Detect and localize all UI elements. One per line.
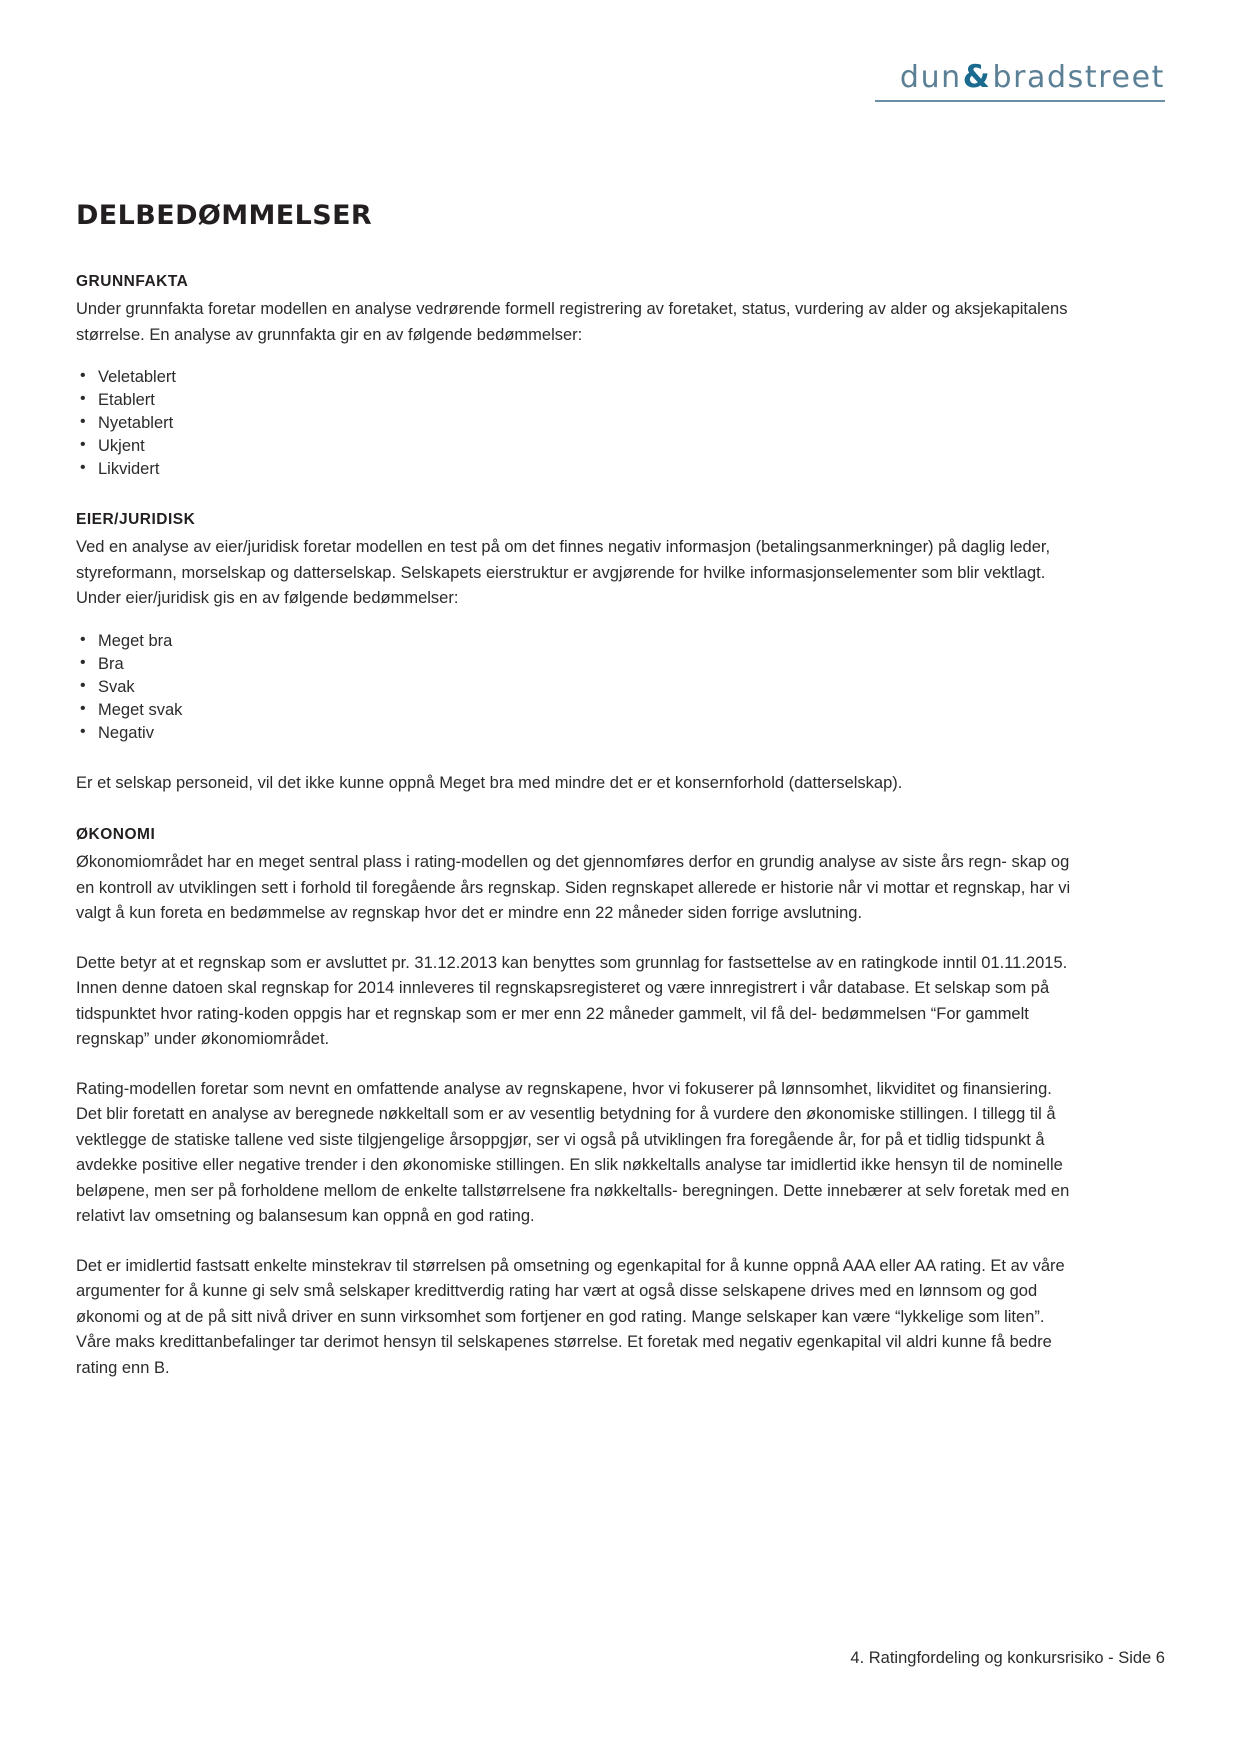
section-heading-grunnfakta: GRUNNFAKTA [76, 273, 189, 290]
list-item: • Negativ [80, 722, 1076, 745]
logo-underline [875, 100, 1165, 102]
list-item: • Ukjent [80, 435, 1076, 458]
section-heading-eier-juridisk: EIER/JURIDISK [76, 511, 196, 528]
section-grunnfakta [76, 273, 1076, 481]
list-item: • Etablert [80, 389, 1076, 412]
logo-text-left: dun [899, 60, 962, 95]
document-body [76, 200, 1076, 1381]
list-item: • Veletablert [80, 366, 1076, 389]
list-item: • Likvidert [80, 458, 1076, 481]
section-okonomi [76, 826, 1076, 1381]
section-intro-eier-juridisk: Ved en analyse av eier/juridisk foretar modellen en test på om det finnes negativ informasjon (betalingsanmerkninger) på daglig leder, styreformann, morselskap og datterselskap. Selskapets eierstruktur er avgjørende for hvilke informasjonselementer som blir vektlagt. Under eier/juridisk gis en av følgende bedømmelser: [76, 538, 1051, 607]
spacer [76, 481, 1076, 511]
eier-juridisk-bullet-list [76, 630, 1076, 745]
list-item: • Meget svak [80, 699, 1076, 722]
ampersand-icon: & [962, 59, 992, 95]
okonomi-paragraph-3: Rating-modellen foretar som nevnt en omfattende analyse av regnskapene, hvor vi fokuserer på lønnsomhet, likviditet og finansiering. Det blir foretatt en analyse av beregnede nøkkeltall som er av vesentlig betydning for å vurdere den økonomiske stillingen. I tillegg til å vektlegge de statiske tallene ved siste tilgjengelige årsoppgjør, ser vi også på utviklingen fra foregående år, for på et tidlig tidspunkt å avdekke positive eller negative trender i den økonomiske stillingen. En slik nøkkeltalls analyse tar imidlertid ikke hensyn til de nominelle beløpene, men ser på forholdene mellom de enkelte tallstørrelsene fra nøkkeltalls- beregningen. Dette innebærer at selv foretak med en relativt lav omsetning og balansesum kan oppnå en god rating. [76, 1079, 1070, 1225]
list-item: • Nyetablert [80, 412, 1076, 435]
section-eier-juridisk [76, 511, 1076, 796]
spacer [76, 796, 1076, 826]
okonomi-paragraph-2: Dette betyr at et regnskap som er avsluttet pr. 31.12.2013 kan benyttes som grunnlag for fastsettelse av en ratingkode inntil 01.11.2015. Innen denne datoen skal regnskap for 2014 innleveres til regnskapsregisteret og være innregistrert i vår database. Et selskap som på tidspunktet hvor rating-koden oppgis har et regnskap som er mer enn 22 måneder gammelt, vil få del- bedømmelsen “For gammelt regnskap” under økonomiområdet. [76, 953, 1068, 1048]
okonomi-paragraph-4: Det er imidlertid fastsatt enkelte minstekrav til størrelsen på omsetning og egenkapital for å kunne oppnå AAA eller AA rating. Et av våre argumenter for å kunne gi selv små selskaper kredittverdig rating har vært at også disse selskapene drives med en lønnsom og god økonomi og at de på sitt nivå driver en sunn virksomhet som fortjener en god rating. Mange selskaper kan være “lykkelige som liten”. Våre maks kredittanbefalinger tar derimot hensyn til selskapenes størrelse. Et foretak med negativ egenkapital vil aldri kunne få bedre rating enn B. [76, 1256, 1065, 1377]
list-item: • Svak [80, 676, 1076, 699]
section-heading-okonomi: ØKONOMI [76, 826, 156, 843]
logo-wordmark [875, 59, 1165, 95]
page-footer: 4. Ratingfordeling og konkursrisiko - Side 6 [850, 1649, 1165, 1667]
okonomi-paragraph-1: Økonomiområdet har en meget sentral plass i rating-modellen og det gjennomføres derfor en grundig analyse av siste års regn- skap og en kontroll av utviklingen sett i forhold til foregående års regnskap. Siden regnskapet allerede er historie når vi mottar et regnskap, har vi valgt å kun foreta en bedømmelse av regnskap hvor det er mindre enn 22 måneder siden forrige avslutning. [76, 853, 1071, 922]
list-item: • Bra [80, 653, 1076, 676]
dun-bradstreet-logo [875, 59, 1165, 102]
spacer [76, 745, 1076, 771]
eier-juridisk-note: Er et selskap personeid, vil det ikke kunne oppnå Meget bra med mindre det er et konsernforhold (datterselskap). [76, 773, 903, 792]
page-title: DELBEDØMMELSER [76, 200, 373, 231]
list-item: • Meget bra [80, 630, 1076, 653]
grunnfakta-bullet-list [76, 366, 1076, 481]
logo-text-right: bradstreet [992, 60, 1165, 95]
section-intro-grunnfakta: Under grunnfakta foretar modellen en analyse vedrørende formell registrering av foretaket, status, vurdering av alder og aksjekapitalens størrelse. En analyse av grunnfakta gir en av følgende bedømmelser: [76, 300, 1068, 344]
